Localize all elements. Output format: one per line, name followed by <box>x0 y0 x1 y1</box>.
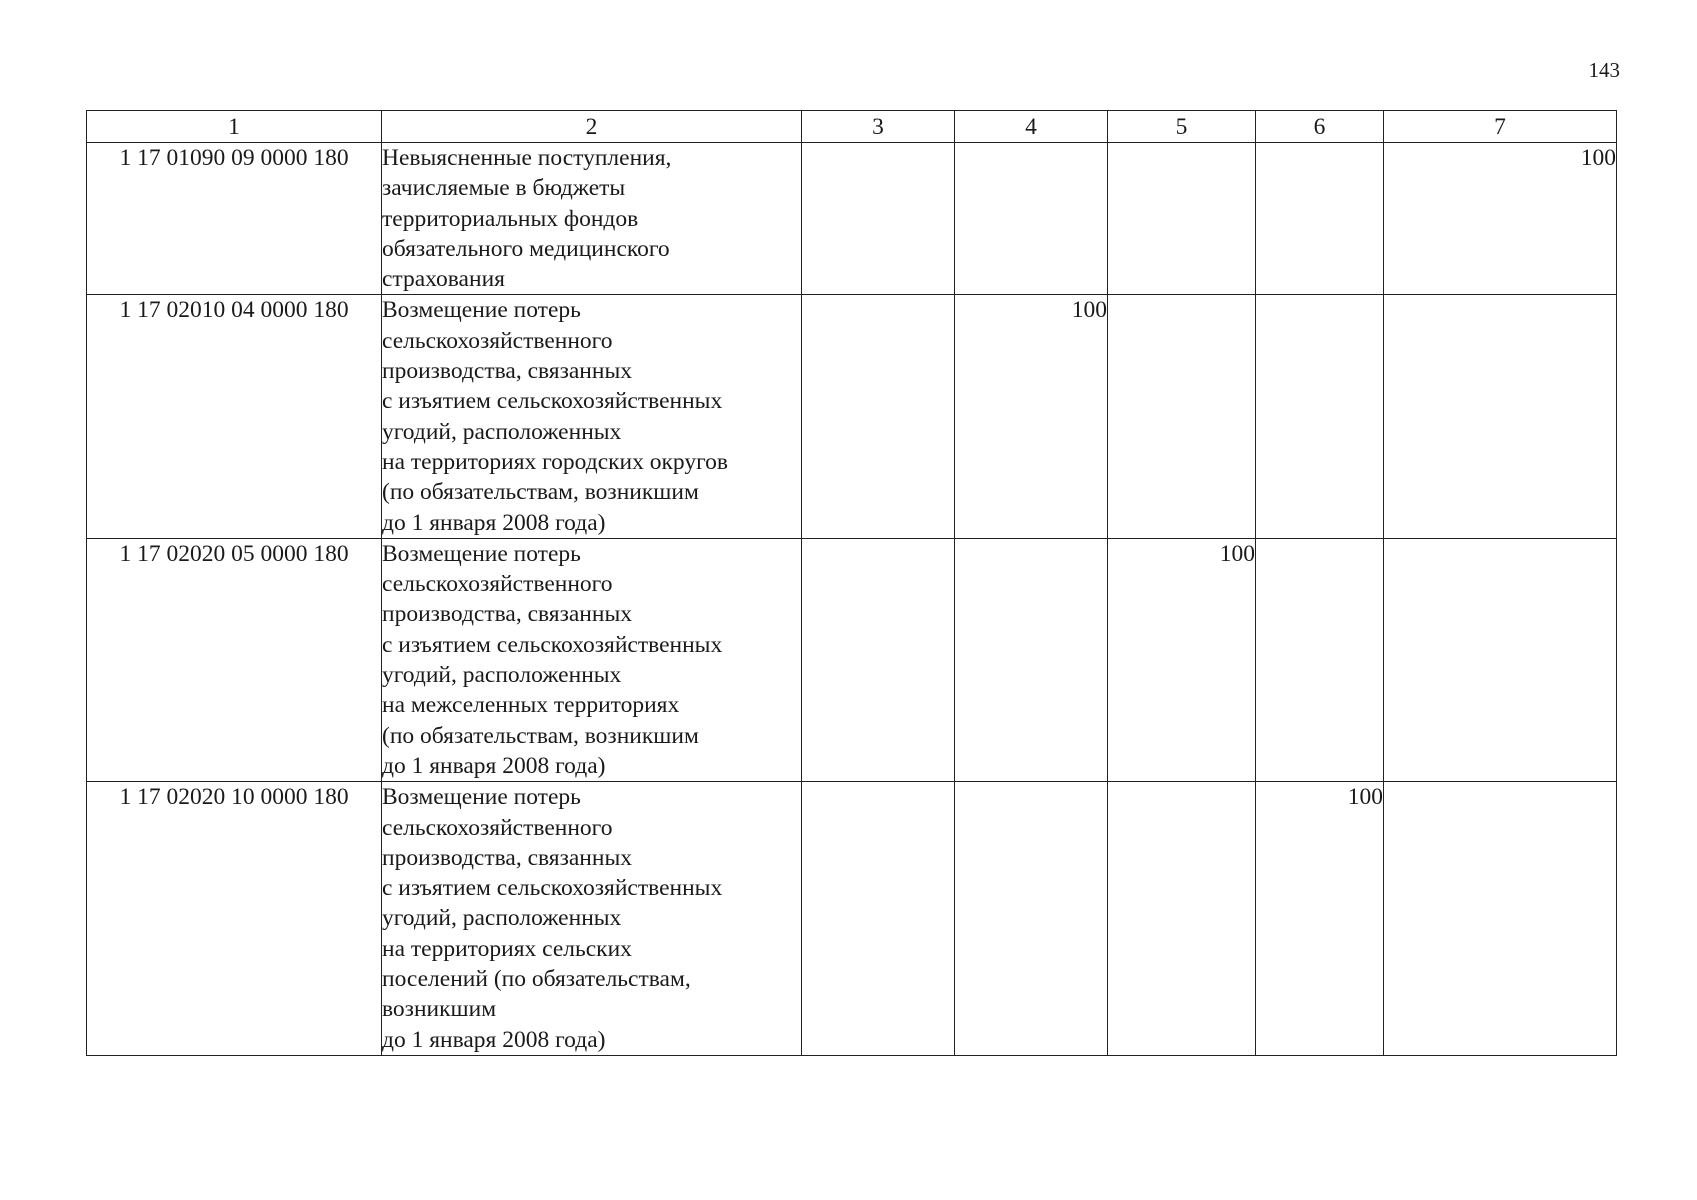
column-header-5: 5 <box>1108 111 1256 143</box>
name-line: на территориях городских округов <box>382 448 729 475</box>
budget-code-cell: 1 17 02010 04 0000 180 <box>87 295 382 538</box>
name-line: поселений (по обязательствам, <box>382 966 691 993</box>
value-cell-col4 <box>955 782 1108 1056</box>
column-header-1: 1 <box>87 111 382 143</box>
table-row <box>87 295 1617 538</box>
name-line: с изъятием сельскохозяйственных <box>382 388 723 415</box>
column-header-7: 7 <box>1384 111 1617 143</box>
value-cell-col4 <box>955 143 1108 295</box>
name-line: производства, связанных <box>382 358 632 385</box>
name-line: угодий, расположенных <box>382 905 622 932</box>
value-cell-col4 <box>955 538 1108 781</box>
name-line: территориальных фондов <box>382 205 639 232</box>
name-line: производства, связанных <box>382 601 632 628</box>
name-line: возникшим <box>382 996 497 1023</box>
name-line: Возмещение потерь <box>382 784 581 811</box>
name-line: (по обязательствам, возникшим <box>382 479 699 506</box>
name-line: с изъятием сельскохозяйственных <box>382 631 723 658</box>
value-cell-col7 <box>1384 782 1617 1056</box>
name-line: обязательного медицинского <box>382 235 670 262</box>
value-cell-col5: 100 <box>1108 538 1256 781</box>
value-cell-col6 <box>1256 143 1384 295</box>
name-line: сельскохозяйственного <box>382 327 613 354</box>
value-cell-col6: 100 <box>1256 782 1384 1056</box>
value-cell-col7 <box>1384 538 1617 781</box>
table-row <box>87 538 1617 781</box>
budget-code-table <box>86 110 1617 1056</box>
value-cell-col7: 100 <box>1384 143 1617 295</box>
name-line: производства, связанных <box>382 844 632 871</box>
value-cell-col5 <box>1108 782 1256 1056</box>
revenue-name-cell <box>382 782 802 1056</box>
name-line: Невыясненные поступления, <box>382 145 672 171</box>
name-line: на межселенных территориях <box>382 692 680 719</box>
value-cell-col6 <box>1256 295 1384 538</box>
name-line: угодий, расположенных <box>382 418 622 445</box>
name-line: до 1 января 2008 года) <box>382 1026 606 1053</box>
name-line: страхования <box>382 266 505 293</box>
name-line: сельскохозяйственного <box>382 814 613 841</box>
name-line: на территориях сельских <box>382 935 632 962</box>
name-line: с изъятием сельскохозяйственных <box>382 875 723 902</box>
budget-code-cell: 1 17 01090 09 0000 180 <box>87 143 382 295</box>
name-line: Возмещение потерь <box>382 297 581 324</box>
budget-code-cell: 1 17 02020 10 0000 180 <box>87 782 382 1056</box>
name-line: зачисляемые в бюджеты <box>382 175 626 202</box>
value-cell-col5 <box>1108 295 1256 538</box>
revenue-name-cell <box>382 295 802 538</box>
column-header-2: 2 <box>382 111 802 143</box>
value-cell-col3 <box>802 295 955 538</box>
value-cell-col6 <box>1256 538 1384 781</box>
name-line: Возмещение потерь <box>382 540 581 567</box>
table-row <box>87 143 1617 295</box>
header-row <box>87 111 1617 143</box>
revenue-name-cell <box>382 538 802 781</box>
value-cell-col4: 100 <box>955 295 1108 538</box>
column-header-6: 6 <box>1256 111 1384 143</box>
value-cell-col3 <box>802 538 955 781</box>
value-cell-col5 <box>1108 143 1256 295</box>
table-row <box>87 782 1617 1056</box>
name-line: угодий, расположенных <box>382 662 622 689</box>
page-number: 143 <box>1588 58 1620 82</box>
name-line: сельскохозяйственного <box>382 571 613 598</box>
column-header-3: 3 <box>802 111 955 143</box>
value-cell-col3 <box>802 143 955 295</box>
name-line: до 1 января 2008 года) <box>382 752 606 779</box>
value-cell-col3 <box>802 782 955 1056</box>
name-line: (по обязательствам, возникшим <box>382 722 699 749</box>
budget-code-cell: 1 17 02020 05 0000 180 <box>87 538 382 781</box>
column-header-4: 4 <box>955 111 1108 143</box>
revenue-name-cell <box>382 143 802 295</box>
value-cell-col7 <box>1384 295 1617 538</box>
name-line: до 1 января 2008 года) <box>382 509 606 536</box>
